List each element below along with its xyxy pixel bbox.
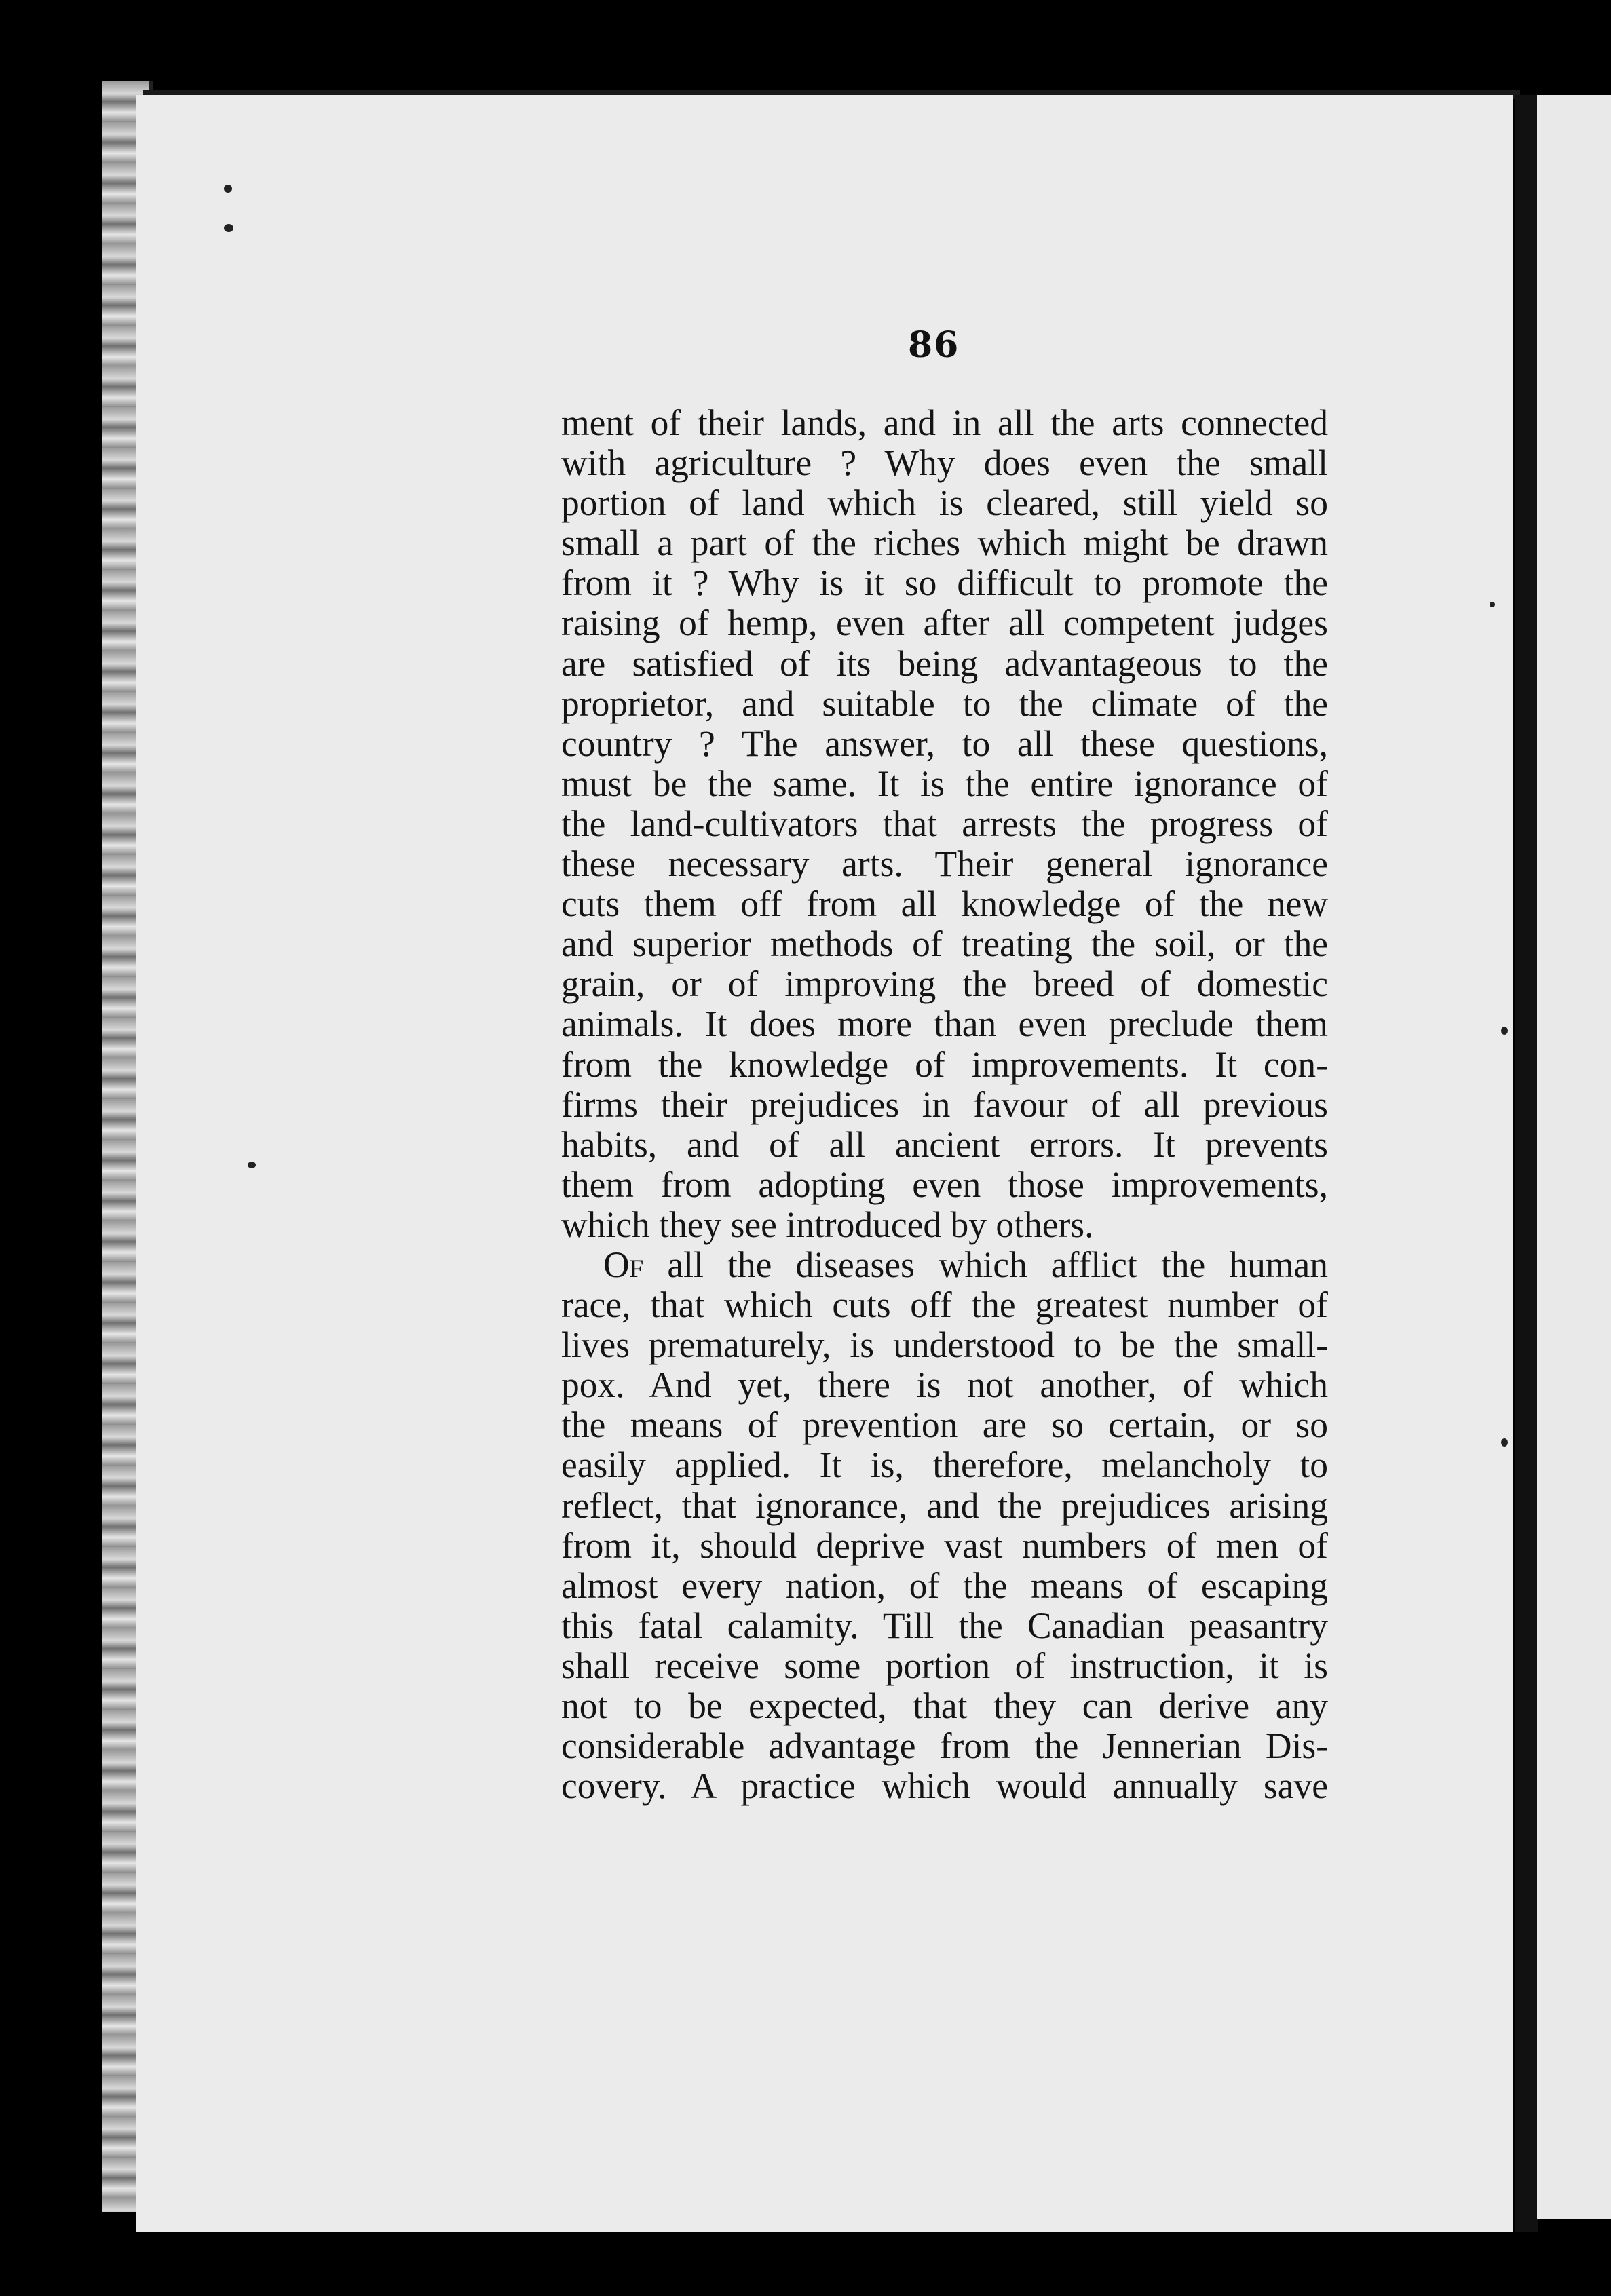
text-line: from it ? Why is it so difficult to promote the [561, 562, 1328, 604]
text-line: them from adopting even those improvements, [561, 1164, 1328, 1205]
facing-page-edge [1537, 95, 1611, 2219]
text-line: and superior methods of treating the soil, or the [561, 923, 1328, 965]
text-line: reflect, that ignorance, and the prejudices arising [561, 1485, 1328, 1526]
text-line: the land-cultivators that arrests the progress of [561, 803, 1328, 844]
text-line: habits, and of all ancient errors. It prevents [561, 1124, 1328, 1165]
text-line: the means of prevention are so certain, or so [561, 1404, 1328, 1446]
text-line: pox. And yet, there is not another, of which [561, 1364, 1328, 1406]
page-number: 86 [908, 324, 960, 366]
text-line: with agriculture ? Why does even the small [561, 442, 1328, 484]
text-line: animals. It does more than even preclude them [561, 1003, 1328, 1045]
text-line: shall receive some portion of instruction, it is [561, 1645, 1328, 1686]
text-line: easily applied. It is, therefore, melancholy to [561, 1444, 1328, 1486]
text-line: covery. A practice which would annually save [561, 1765, 1328, 1807]
text-line: portion of land which is cleared, still yield so [561, 482, 1328, 524]
text-line: proprietor, and suitable to the climate of the [561, 683, 1328, 724]
text-line: cuts them off from all knowledge of the new [561, 883, 1328, 925]
text-line: race, that which cuts off the greatest number of [561, 1284, 1328, 1326]
text-line: grain, or of improving the breed of domestic [561, 963, 1328, 1005]
drop-word: Of [603, 1244, 644, 1285]
paragraph-start-line [561, 1245, 1328, 1285]
text-line: which they see introduced by others. [561, 1204, 1094, 1245]
text-line: considerable advantage from the Jennerian Dis- [561, 1725, 1328, 1767]
text-line: small a part of the riches which might be drawn [561, 522, 1328, 564]
body-text [561, 403, 1328, 1806]
text-line: from it, should deprive vast numbers of men of [561, 1525, 1328, 1566]
text-line: these necessary arts. Their general ignorance [561, 843, 1328, 885]
text-line: lives prematurely, is understood to be the small- [561, 1324, 1328, 1366]
text-line: raising of hemp, even after all competent judges [561, 602, 1328, 644]
text-line: are satisfied of its being advantageous to the [561, 643, 1328, 684]
text-line: all the diseases which afflict the human [643, 1244, 1328, 1285]
text-line: this fatal calamity. Till the Canadian peasantry [561, 1605, 1328, 1646]
text-line: must be the same. It is the entire ignorance of [561, 763, 1328, 804]
text-line: from the knowledge of improvements. It con- [561, 1044, 1328, 1085]
text-line: country ? The answer, to all these questions, [561, 723, 1328, 764]
text-line: ment of their lands, and in all the arts connected [561, 402, 1328, 443]
text-line: firms their prejudices in favour of all previous [561, 1084, 1328, 1125]
text-line: almost every nation, of the means of escaping [561, 1565, 1328, 1606]
text-line: not to be expected, that they can derive any [561, 1685, 1328, 1726]
book-gutter [1515, 95, 1538, 2232]
